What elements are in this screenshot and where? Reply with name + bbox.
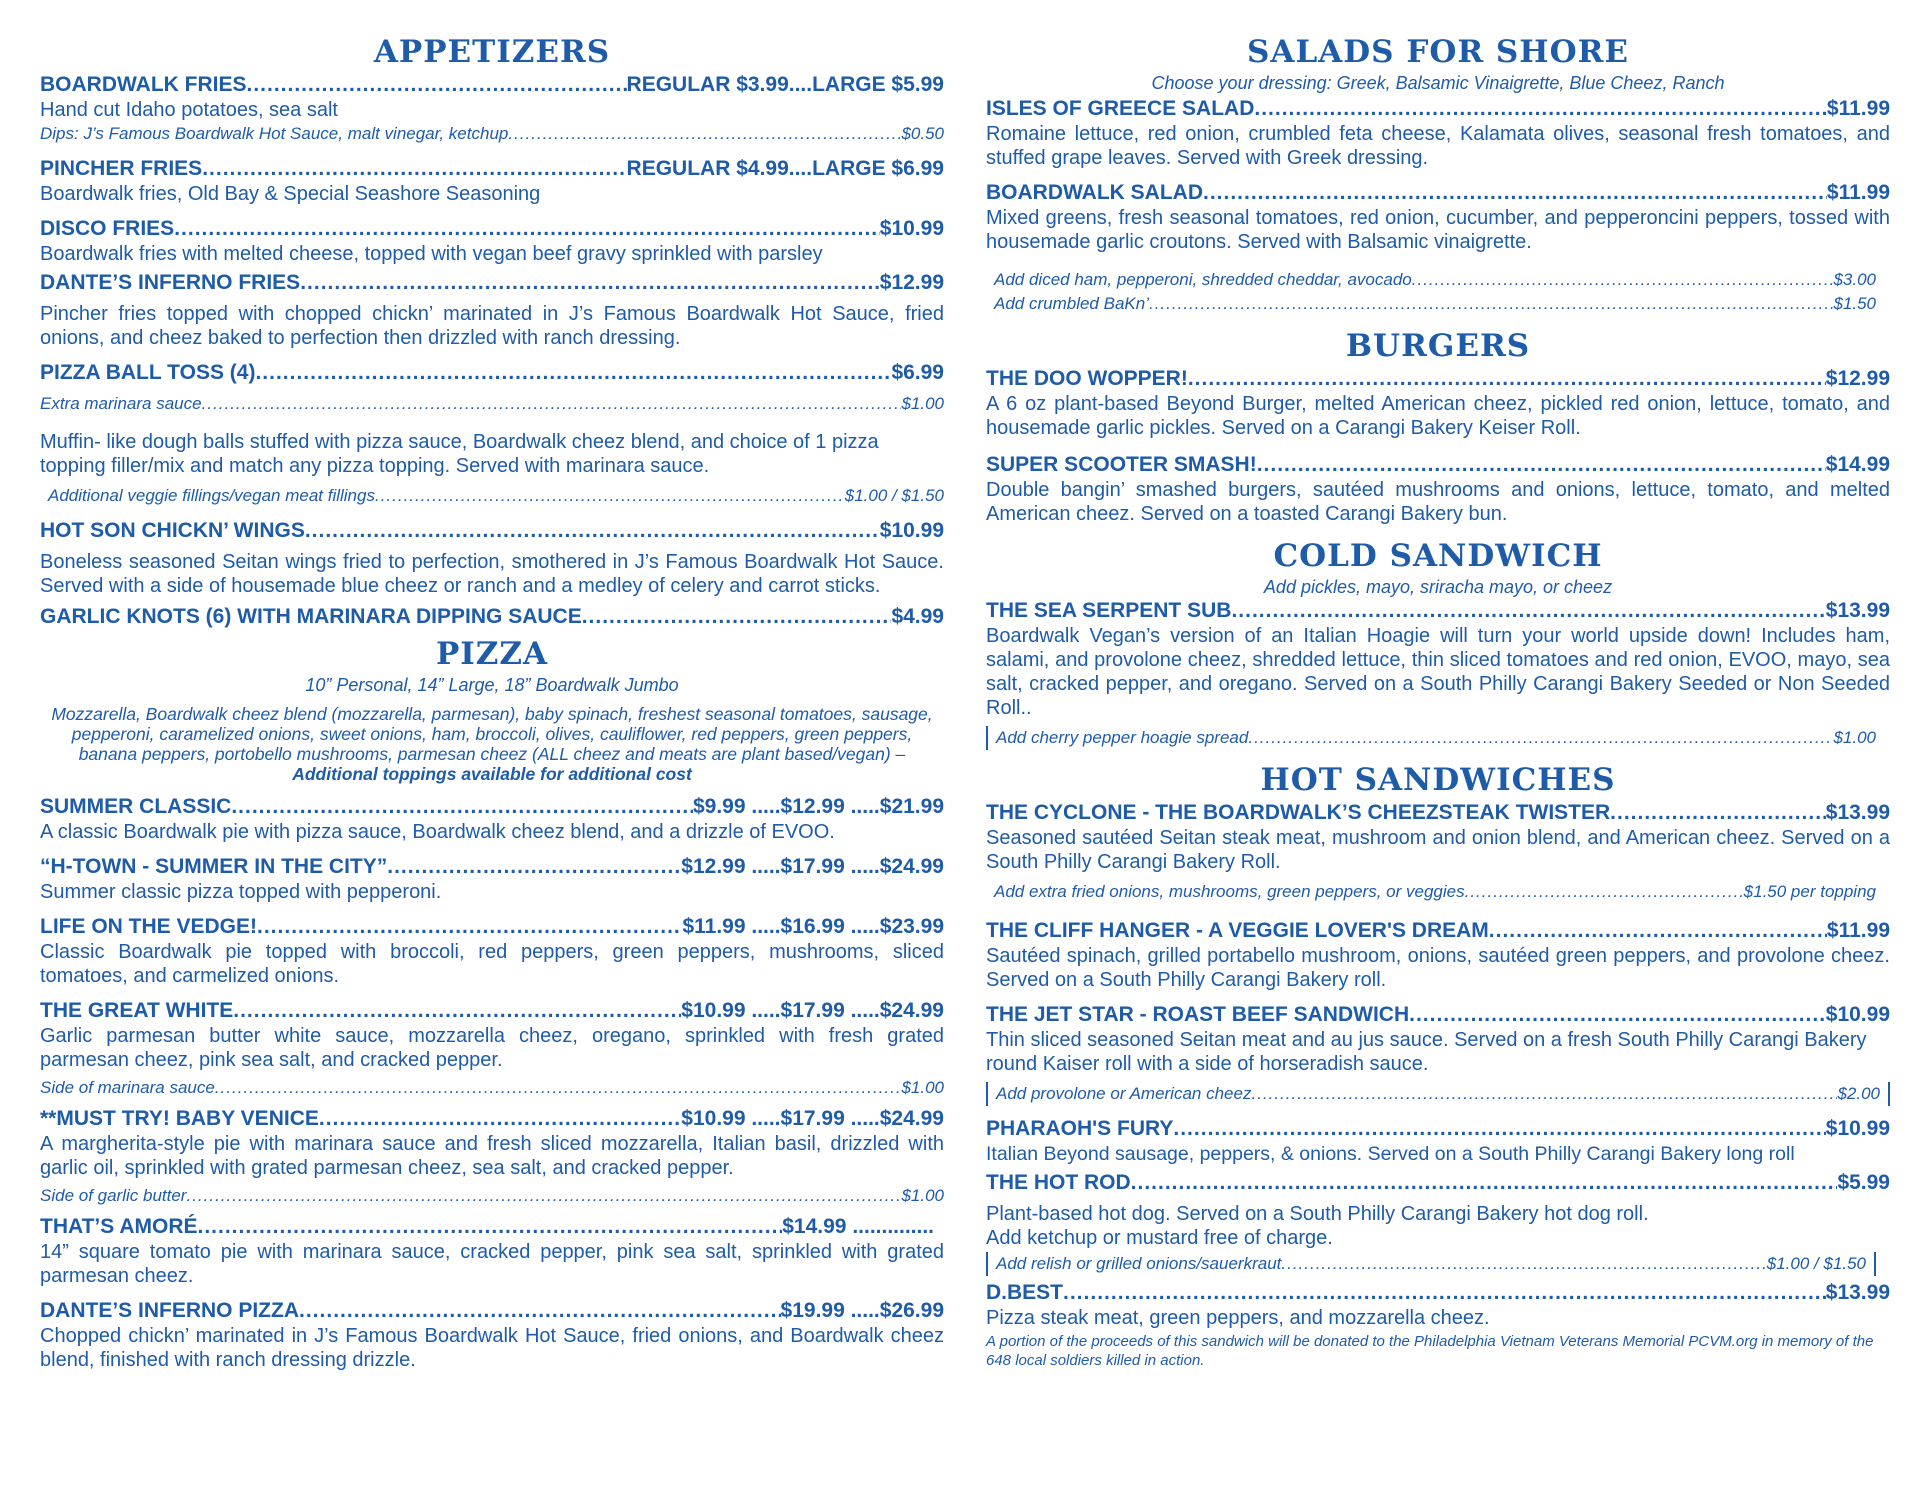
- addon-cherry-pepper: [986, 726, 1876, 750]
- leader-dots: [1063, 1280, 1826, 1306]
- item-name: SUPER SCOOTER SMASH!: [986, 453, 1257, 476]
- item-description: Muffin- like dough balls stuffed with pizza sauce, Boardwalk cheez blend, and choice of 1 pizza topping filler/mix and match any pizza topping. Served with marinara sauce.: [40, 431, 879, 477]
- addon-extra-marinara: [40, 392, 944, 416]
- menu-item-life-on-the-vedge: [40, 914, 944, 940]
- item-price: REGULAR $4.99....LARGE $6.99: [626, 157, 944, 180]
- salads-title: SALADS FOR SHORE: [1247, 34, 1629, 70]
- addon-side-marinara: [40, 1076, 944, 1100]
- item-name: PIZZA BALL TOSS (4): [40, 361, 256, 384]
- item-description: Boneless seasoned Seitan wings fried to perfection, smothered in J’s Famous Boardwalk Hot Sauce. Served with a side of housemade blue cheez or ranch and a medley of celery and carrot sticks.: [40, 551, 944, 597]
- leader-dots: [1257, 452, 1826, 478]
- item-price: $11.99 .....$16.99 .....$23.99: [682, 915, 944, 938]
- addon-name: Dips: J’s Famous Boardwalk Hot Sauce, malt vinegar, ketchup: [40, 124, 509, 143]
- item-price: $13.99: [1825, 599, 1890, 622]
- leader-dots: [1610, 800, 1826, 826]
- item-description: Pincher fries topped with chopped chickn’ marinated in J’s Famous Boardwalk Hot Sauce, fried onions, and cheez baked to perfection then drizzled with ranch dressing.: [40, 303, 944, 349]
- leader-dots: [1489, 918, 1827, 944]
- right-column: [986, 28, 1890, 1370]
- item-name: BOARDWALK FRIES: [40, 73, 247, 96]
- addon-name: Side of marinara sauce: [40, 1078, 215, 1097]
- addon-price: $1.00: [901, 1186, 944, 1205]
- leader-dots: [1251, 1082, 1837, 1106]
- menu-item-garlic-knots: [40, 604, 944, 630]
- burgers-title: BURGERS: [1345, 328, 1531, 364]
- addon-side-garlic-butter: [40, 1184, 944, 1208]
- item-description: Italian Beyond sausage, peppers, & onions. Served on a South Philly Carangi Bakery long roll: [986, 1143, 1795, 1165]
- item-name: THE JET STAR - ROAST BEEF SANDWICH: [986, 1003, 1410, 1026]
- leader-dots: [1254, 96, 1827, 122]
- item-price: $11.99: [1826, 97, 1890, 120]
- addon-price: $1.00: [901, 1078, 944, 1097]
- menu-item-d-best: [986, 1280, 1890, 1306]
- item-description: Thin sliced seasoned Seitan meat and au jus sauce. Served on a fresh South Philly Carangi Bakery round Kaiser roll with a side of horseradish sauce.: [986, 1029, 1867, 1075]
- leader-dots: [1231, 598, 1825, 624]
- item-description: Pizza steak meat, green peppers, and mozzarella cheez.: [986, 1307, 1490, 1329]
- salads-dressing: Choose your dressing: Greek, Balsamic Vinaigrette, Blue Cheez, Ranch: [1151, 73, 1725, 93]
- item-description: Sautéed spinach, grilled portabello mushroom, onions, sautéed green peppers, and provolone cheez. Served on a South Philly Carangi Bakery roll.: [986, 945, 1890, 991]
- leader-dots: [1412, 268, 1834, 292]
- item-name: D.BEST: [986, 1281, 1064, 1304]
- leader-dots: [319, 1106, 681, 1132]
- item-price: $11.99: [1826, 181, 1890, 204]
- pizza-sizes: 10” Personal, 14” Large, 18” Boardwalk Jumbo: [305, 675, 679, 695]
- item-price: $4.99: [891, 605, 944, 628]
- item-name: THE HOT ROD: [986, 1171, 1131, 1194]
- leader-dots: [198, 1214, 783, 1240]
- item-description: Double bangin’ smashed burgers, sautéed mushrooms and onions, lettuce, tomato, and melted American cheez. Served on a toasted Carangi Bakery bun.: [986, 479, 1890, 525]
- item-price: $5.99: [1837, 1171, 1890, 1194]
- leader-dots: [1248, 726, 1833, 750]
- leader-dots: [186, 1184, 901, 1208]
- item-description: Seasoned sautéed Seitan steak meat, mushroom and onion blend, and American cheez. Served on a South Philly Carangi Bakery Roll.: [986, 827, 1890, 873]
- item-description: Boardwalk fries, Old Bay & Special Seashore Seasoning: [40, 183, 541, 205]
- appetizers-title: APPETIZERS: [373, 34, 611, 70]
- leader-dots: [1409, 1002, 1826, 1028]
- leader-dots: [582, 604, 892, 630]
- leader-dots: [1465, 880, 1744, 904]
- toppings-list: Mozzarella, Boardwalk cheez blend (mozzarella, parmesan), baby spinach, freshest seasonal tomatoes, sausage, pepperoni, caramelized onions, sweet onions, ham, broccoli, olives, cauliflower, red peppers, green peppers, banana peppers, portobello mushrooms, parmesan cheez (ALL cheez and meats are plant based/vegan) –: [51, 704, 933, 764]
- item-name: DISCO FRIES: [40, 217, 175, 240]
- item-name: HOT SON CHICKN’ WINGS: [40, 519, 305, 542]
- item-name: BOARDWALK SALAD: [986, 181, 1203, 204]
- item-description: Hand cut Idaho potatoes, sea salt: [40, 99, 338, 121]
- item-price: $10.99: [879, 217, 944, 240]
- addon-name: Add cherry pepper hoagie spread: [996, 728, 1249, 747]
- addon-name: Add provolone or American cheez: [996, 1084, 1252, 1103]
- addon-name: Additional veggie fillings/vegan meat fillings: [48, 486, 375, 505]
- menu-item-thats-amore: [40, 1214, 944, 1240]
- addon-name: Add crumbled BaKn’: [994, 294, 1149, 313]
- item-price: $12.99: [879, 271, 944, 294]
- menu-item-dantes-fries: [40, 270, 944, 296]
- item-name: LIFE ON THE VEDGE!: [40, 915, 258, 938]
- addon-price: $1.00: [901, 394, 944, 413]
- leader-dots: [233, 998, 681, 1024]
- menu-item-doo-wopper: [986, 366, 1890, 392]
- leader-dots: [231, 794, 693, 820]
- item-price: $10.99: [879, 519, 944, 542]
- item-name: PHARAOH'S FURY: [986, 1117, 1174, 1140]
- menu-item-dantes-pizza: [40, 1298, 944, 1324]
- menu-item-pincher-fries: [40, 156, 944, 182]
- menu-item-boardwalk-fries: [40, 72, 944, 98]
- menu-item-great-white: [40, 998, 944, 1024]
- item-name: **MUST TRY! BABY VENICE: [40, 1107, 319, 1130]
- addon-provolone: [986, 1082, 1890, 1106]
- addon-name: Add relish or grilled onions/sauerkraut: [996, 1254, 1282, 1273]
- addon-relish: [986, 1252, 1876, 1276]
- item-price: $19.99 .....$26.99: [780, 1299, 944, 1322]
- item-description: Boardwalk Vegan’s version of an Italian Hoagie will turn your world upside down! Includes ham, salami, and provolone cheez, shredded lettuce, thin sliced tomatoes and red onion, EVOO, mayo, sea salt, cracked pepper, and oregano. Served on a South Philly Carangi Bakery Seeded or Non Seeded Roll..: [986, 625, 1890, 719]
- leader-dots: [508, 122, 901, 146]
- item-price: $10.99 .....$17.99 .....$24.99: [681, 999, 944, 1022]
- addon-name: Add diced ham, pepperoni, shredded cheddar, avocado: [994, 270, 1412, 289]
- item-name: THE CLIFF HANGER - A VEGGIE LOVER'S DREAM: [986, 919, 1489, 942]
- addon-price: $1.00: [1833, 728, 1876, 747]
- menu-item-sea-serpent-sub: [986, 598, 1890, 624]
- item-name: PINCHER FRIES: [40, 157, 203, 180]
- menu-item-h-town: [40, 854, 944, 880]
- leader-dots: [1188, 366, 1826, 392]
- pizza-toppings-note: [50, 704, 934, 784]
- item-description: Garlic parmesan butter white sauce, mozzarella cheez, oregano, sprinkled with fresh grated parmesan cheez, pink sea salt, and cracked pepper.: [40, 1025, 944, 1071]
- addon-price: $1.50: [1833, 294, 1876, 313]
- menu-item-baby-venice: [40, 1106, 944, 1132]
- leader-dots: [300, 270, 880, 296]
- item-name: THE SEA SERPENT SUB: [986, 599, 1232, 622]
- leader-dots: [375, 484, 845, 508]
- pizza-title: PIZZA: [435, 636, 549, 672]
- item-price: $12.99: [1825, 367, 1890, 390]
- cold-sandwich-sub: Add pickles, mayo, sriracha mayo, or cheez: [1263, 577, 1613, 597]
- menu-item-pharaohs-fury: [986, 1116, 1890, 1142]
- item-price: $6.99: [891, 361, 944, 384]
- item-price: $13.99: [1825, 1281, 1890, 1304]
- item-description: A classic Boardwalk pie with pizza sauce, Boardwalk cheez blend, and a drizzle of EVOO.: [40, 821, 835, 843]
- item-price: $13.99: [1825, 801, 1890, 824]
- item-price: $12.99 .....$17.99 .....$24.99: [681, 855, 944, 878]
- addon-salad-toppings: [986, 268, 1890, 292]
- addon-price: $1.50 per topping: [1743, 882, 1876, 901]
- menu-item-hot-son-wings: [40, 518, 944, 544]
- item-name: THE DOO WOPPER!: [986, 367, 1188, 390]
- leader-dots: [305, 518, 880, 544]
- leader-dots: [299, 1298, 781, 1324]
- menu-item-hot-rod: [986, 1170, 1890, 1196]
- hot-sandwiches-title: HOT SANDWICHES: [1260, 762, 1616, 798]
- item-name: DANTE’S INFERNO PIZZA: [40, 1299, 300, 1322]
- menu-item-the-cyclone: [986, 800, 1890, 826]
- item-description-extra: Add ketchup or mustard free of charge.: [986, 1227, 1333, 1249]
- leader-dots: [1281, 1252, 1766, 1276]
- leader-dots: [1149, 292, 1833, 316]
- item-name: DANTE’S INFERNO FRIES: [40, 271, 301, 294]
- item-description: A margherita-style pie with marinara sauce and fresh sliced mozzarella, Italian basil, drizzled with garlic oil, sprinkled with grated parmesan cheez, sea salt, and cracked pepper.: [40, 1133, 944, 1179]
- addon-price: $1.00 / $1.50: [844, 486, 944, 505]
- menu-item-pizza-ball-toss: [40, 360, 944, 386]
- menu-item-isles-of-greece: [986, 96, 1890, 122]
- item-description: Summer classic pizza topped with pepperoni.: [40, 881, 442, 903]
- leader-dots: [1173, 1116, 1825, 1142]
- item-name: THE CYCLONE - THE BOARDWALK’S CHEEZSTEAK TWISTER: [986, 801, 1611, 824]
- item-description: Plant-based hot dog. Served on a South Philly Carangi Bakery hot dog roll.: [986, 1203, 1649, 1225]
- item-name: SUMMER CLASSIC: [40, 795, 232, 818]
- item-price: $10.99: [1825, 1003, 1890, 1026]
- addon-veggie-fillings: [40, 484, 944, 508]
- leader-dots: [255, 360, 891, 386]
- item-price: $9.99 .....$12.99 .....$21.99: [692, 795, 944, 818]
- item-description: Chopped chickn’ marinated in J’s Famous Boardwalk Hot Sauce, fried onions, and Boardwalk cheez blend, finished with ranch dressing drizzle.: [40, 1325, 944, 1371]
- item-price: REGULAR $3.99....LARGE $5.99: [626, 73, 944, 96]
- leader-dots: [257, 914, 682, 940]
- item-price: $14.99: [1825, 453, 1890, 476]
- item-price: $14.99 ..............: [782, 1215, 934, 1238]
- addon-price: $0.50: [901, 124, 944, 143]
- item-price: $11.99: [1826, 919, 1890, 942]
- menu-item-summer-classic: [40, 794, 944, 820]
- leader-dots: [202, 392, 902, 416]
- item-name: ISLES OF GREECE SALAD: [986, 97, 1255, 120]
- item-description: 14” square tomato pie with marinara sauce, cracked pepper, pink sea salt, sprinkled with grated parmesan cheez.: [40, 1241, 944, 1287]
- addon-name: Add extra fried onions, mushrooms, green peppers, or veggies: [994, 882, 1465, 901]
- item-price: $10.99 .....$17.99 .....$24.99: [681, 1107, 944, 1130]
- toppings-extra-cost: Additional toppings available for additional cost: [292, 764, 692, 784]
- item-name: THAT’S AMORÉ: [40, 1215, 198, 1238]
- menu-item-boardwalk-salad: [986, 180, 1890, 206]
- addon-price: $1.00 / $1.50: [1766, 1254, 1866, 1273]
- leader-dots: [387, 854, 681, 880]
- addon-price: $2.00: [1837, 1084, 1880, 1103]
- item-description: Boardwalk fries with melted cheese, topped with vegan beef gravy sprinkled with parsley: [40, 243, 823, 265]
- item-name: THE GREAT WHITE: [40, 999, 234, 1022]
- item-description: Classic Boardwalk pie topped with broccoli, red peppers, green peppers, mushrooms, sliced tomatoes, and carmelized onions.: [40, 941, 944, 987]
- addon-price: $3.00: [1833, 270, 1876, 289]
- menu-item-cliff-hanger: [986, 918, 1890, 944]
- donation-note: A portion of the proceeds of this sandwich will be donated to the Philadelphia Vietnam Veterans Memorial PCVM.org in memory of the 648 local soldiers killed in action.: [986, 1333, 1874, 1369]
- item-name: “H-TOWN - SUMMER IN THE CITY”: [40, 855, 388, 878]
- leader-dots: [215, 1076, 902, 1100]
- leader-dots: [1131, 1170, 1838, 1196]
- addon-extra-fried: [986, 880, 1890, 904]
- item-price: $10.99: [1825, 1117, 1890, 1140]
- item-description: A 6 oz plant-based Beyond Burger, melted American cheez, pickled red onion, lettuce, tomato, and housemade garlic pickles. Served on a Carangi Bakery Keiser Roll.: [986, 393, 1890, 439]
- leader-dots: [247, 72, 627, 98]
- item-name: GARLIC KNOTS (6) WITH MARINARA DIPPING SAUCE: [40, 605, 582, 628]
- cold-sandwich-title: COLD SANDWICH: [1273, 538, 1603, 574]
- item-description: Mixed greens, fresh seasonal tomatoes, red onion, cucumber, and pepperoncini peppers, tossed with housemade garlic croutons. Served with Balsamic vinaigrette.: [986, 207, 1890, 253]
- addon-name: Side of garlic butter: [40, 1186, 187, 1205]
- menu-item-jet-star: [986, 1002, 1890, 1028]
- item-description: Romaine lettuce, red onion, crumbled feta cheese, Kalamata olives, seasonal fresh tomatoes, and stuffed grape leaves. Served with Greek dressing.: [986, 123, 1890, 169]
- addon-dips: [40, 122, 944, 146]
- menu-item-disco-fries: [40, 216, 944, 242]
- addon-bakn: [986, 292, 1890, 316]
- leader-dots: [202, 156, 626, 182]
- menu-item-super-scooter-smash: [986, 452, 1890, 478]
- left-column: [40, 28, 944, 1372]
- addon-name: Extra marinara sauce: [40, 394, 202, 413]
- leader-dots: [174, 216, 880, 242]
- leader-dots: [1203, 180, 1827, 206]
